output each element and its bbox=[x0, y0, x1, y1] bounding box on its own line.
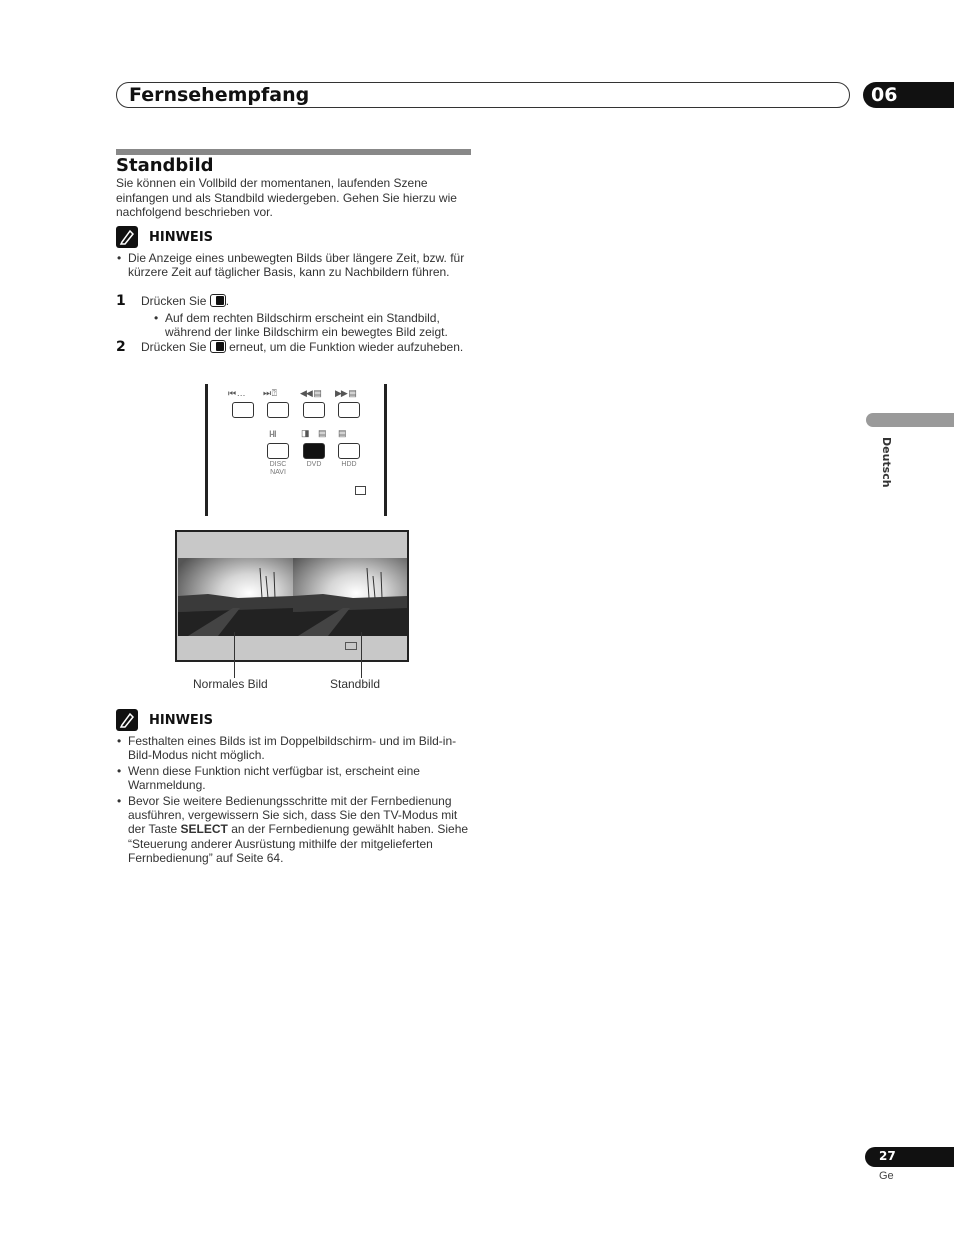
note-item: • Wenn diese Funktion nicht verfügbar ist, erscheint eine Warnmeldung. bbox=[116, 764, 476, 793]
language-label: Deutsch bbox=[880, 437, 893, 488]
remote-label-dvd: DVD bbox=[306, 461, 322, 468]
fast-forward-icon: ▶▶ ▤ bbox=[335, 388, 356, 398]
caption-normal-picture: Normales Bild bbox=[193, 677, 268, 691]
step-sub-item: • Auf dem rechten Bildschirm erscheint ein Standbild, während der linke Bildschirm ein bewegtes Bild zeigt. bbox=[153, 311, 473, 339]
skip-forward-icon: ⏭ ⍰ bbox=[263, 388, 277, 398]
callout-line-right bbox=[361, 632, 362, 678]
freeze-icon: ◨ bbox=[301, 428, 309, 438]
skip-back-icon: ⏮ … bbox=[228, 388, 245, 398]
small-mode-icon bbox=[355, 486, 366, 495]
page-number-tab bbox=[865, 1147, 954, 1167]
display-icon: ▤ bbox=[318, 428, 326, 438]
intro-paragraph: Sie können ein Vollbild der momentanen, laufenden Szene einfangen und als Standbild wiedergeben. Gehen Sie hierzu wie nachfolgend beschrieben vor. bbox=[116, 176, 457, 219]
remote-button-disc-navi bbox=[267, 443, 289, 459]
chapter-header bbox=[116, 82, 850, 108]
chapter-number-tab bbox=[863, 82, 954, 108]
language-tab bbox=[866, 413, 954, 427]
remote-button-hdd bbox=[338, 443, 360, 459]
chapter-title: Fernsehempfang bbox=[129, 84, 310, 106]
pencil-note-icon bbox=[116, 709, 138, 731]
step-number: 2 bbox=[116, 339, 126, 355]
pencil-note-icon bbox=[116, 226, 138, 248]
note-label: HINWEIS bbox=[149, 230, 214, 245]
note-label: HINWEIS bbox=[149, 713, 214, 728]
page-number: 27 bbox=[879, 1149, 896, 1163]
callout-line-left bbox=[234, 632, 235, 678]
remote-button-skip-forward bbox=[267, 402, 289, 418]
note-list bbox=[116, 251, 476, 281]
rewind-icon: ◀◀ ▤ bbox=[300, 388, 321, 398]
section-title: Standbild bbox=[116, 155, 214, 176]
freeze-indicator-icon bbox=[345, 642, 357, 650]
remote-control-illustration bbox=[205, 384, 388, 516]
freeze-key-icon bbox=[210, 294, 226, 307]
remote-edge-left bbox=[205, 384, 208, 516]
freeze-key-icon bbox=[210, 340, 226, 353]
note-item: • Festhalten eines Bilds ist im Doppelbildschirm- und im Bild-in-Bild-Modus nicht möglich. bbox=[116, 734, 476, 763]
remote-label-disc-navi: DISC NAVI bbox=[269, 461, 287, 476]
audio-mode-icon: I-II bbox=[269, 429, 276, 439]
remote-edge-right bbox=[384, 384, 387, 516]
note-item: • Bevor Sie weitere Bedienungsschritte mit der Fernbedienung ausführen, vergewissern Sie sich, dass Sie den TV-Modus mit der Taste SELECT an der Fernbedienung gewählt haben. Siehe “Steuerung anderer Ausrüstung mithilfe der mitgelieferten Fernbedienung” auf Seite 64. bbox=[116, 794, 476, 866]
remote-button-dvd bbox=[303, 443, 325, 459]
still-picture-pane bbox=[293, 558, 408, 636]
remote-label-hdd: HDD bbox=[341, 461, 357, 468]
step-text: Drücken Sie erneut, um die Funktion wieder aufzuheben. bbox=[141, 340, 464, 354]
remote-button-skip-back bbox=[232, 402, 254, 418]
normal-picture-pane bbox=[178, 558, 293, 636]
remote-button-fast-forward bbox=[338, 402, 360, 418]
split-screen-icon: ▤ bbox=[338, 428, 346, 438]
split-screen-illustration bbox=[175, 530, 409, 662]
caption-still-picture: Standbild bbox=[330, 677, 381, 691]
chapter-number: 06 bbox=[871, 84, 898, 106]
step-number: 1 bbox=[116, 293, 126, 309]
note-item: • Die Anzeige eines unbewegten Bilds über längere Zeit, bzw. für kürzere Zeit auf täglicher Basis, kann zu Nachbildern führen. bbox=[116, 251, 476, 280]
page-language-code: Ge bbox=[879, 1170, 894, 1182]
note-list bbox=[116, 734, 476, 867]
select-key-label: SELECT bbox=[180, 822, 228, 837]
step-text: Drücken Sie . bbox=[141, 294, 230, 308]
remote-button-rewind bbox=[303, 402, 325, 418]
